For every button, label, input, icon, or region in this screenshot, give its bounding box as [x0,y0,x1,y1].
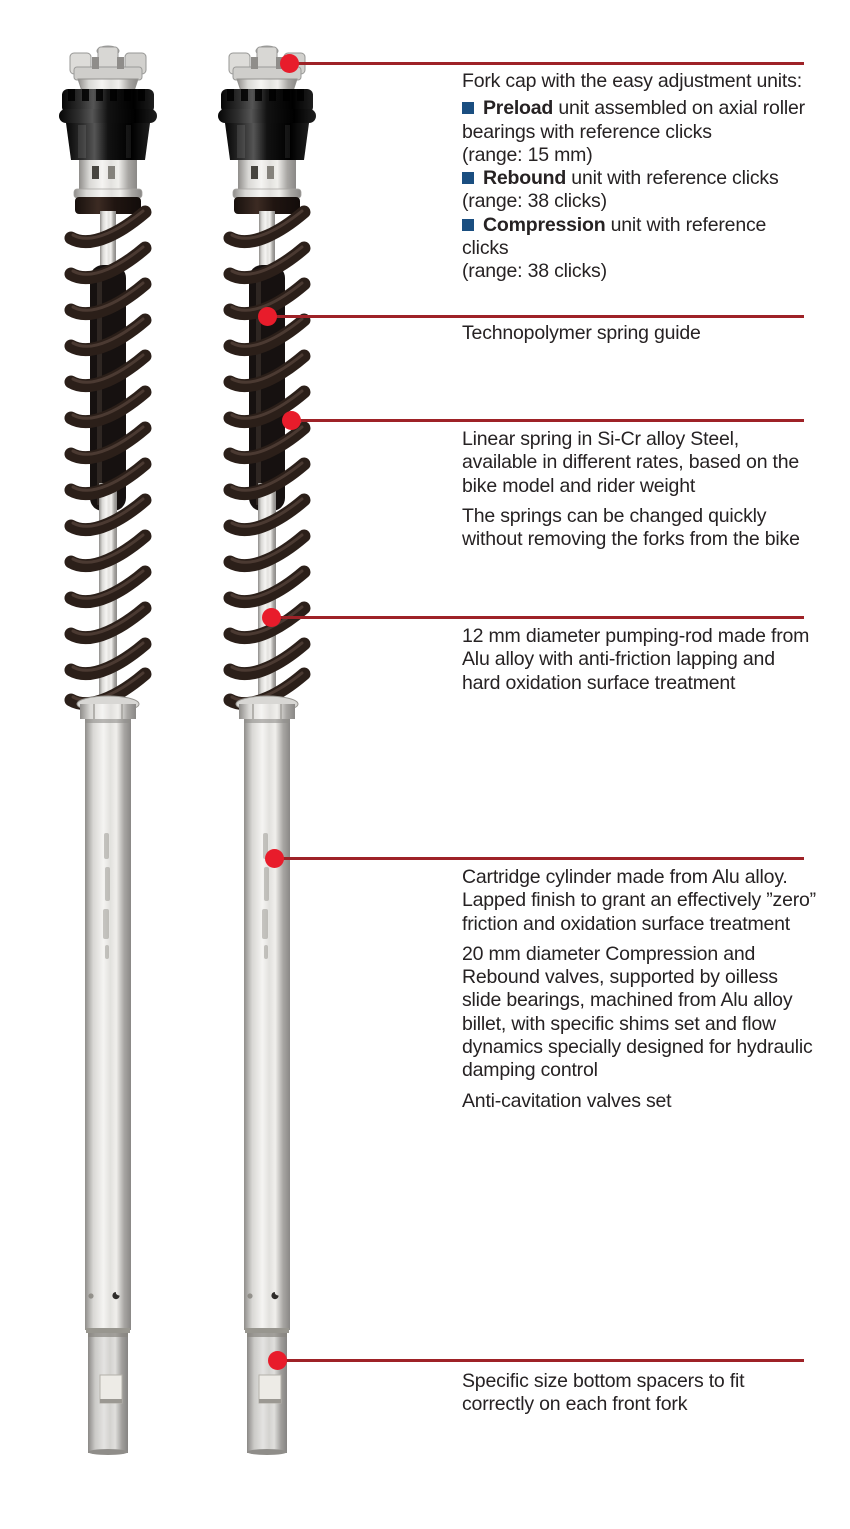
bullet-range: (range: 15 mm) [462,143,593,166]
bullet-desc: unit with reference clicks [462,213,767,260]
callout-paragraph: 12 mm diameter pumping-rod made from Alu alloy with anti-friction lapping and hard oxidation surface treatment [462,625,810,694]
leader-line-linear-spring [291,419,804,422]
callout-text-pumping-rod [462,625,816,695]
bullet-item-compression [462,214,816,284]
leader-line-fork-cap [289,62,804,65]
callout-paragraph: Technopolymer spring guide [462,322,701,344]
callout-paragraph: Cartridge cylinder made from Alu alloy. Lapped finish to grant an effectively ”zero” friction and oxidation surface treatment [462,866,816,935]
callout-dot-pumping-rod [262,608,281,627]
bullet-range: (range: 38 clicks) [462,260,607,283]
bullet-desc: unit with reference clicks [566,167,779,190]
bullet-term: Preload [483,97,554,120]
bullet-range: (range: 38 clicks) [462,190,607,213]
callout-paragraph: Linear spring in Si-Cr alloy Steel, available in different rates, based on the bike model and rider weight [462,428,800,497]
callout-paragraph: Anti-cavitation valves set [462,1089,672,1112]
fork-cap-intro: Fork cap with the easy adjustment units: [462,70,802,92]
bullet-term: Compression [483,213,606,236]
callout-text-fork-cap [462,70,816,284]
callout-text-bottom-spacers [462,1370,816,1417]
fork-cartridge-left [48,43,168,1455]
callout-text-spring-guide [462,322,816,345]
leader-line-bottom-spacers [277,1359,804,1362]
callout-dot-bottom-spacers [268,1351,287,1370]
fork-cartridge-right [207,43,327,1455]
bullet-square-icon [462,172,474,184]
bullet-square-icon [462,219,474,231]
bullet-term: Rebound [483,167,567,190]
leader-line-spring-guide [267,315,804,318]
bullet-square-icon [462,102,474,114]
callout-text-linear-spring [462,428,816,551]
leader-line-cartridge-cylinder [274,857,804,860]
bullet-item-rebound [462,167,816,214]
callout-dot-linear-spring [282,411,301,430]
callout-dot-fork-cap [280,54,299,73]
callout-text-cartridge-cylinder [462,866,816,1113]
leader-line-pumping-rod [271,616,804,619]
bullet-item-preload [462,97,816,167]
callout-paragraph: Specific size bottom spacers to fit correctly on each front fork [462,1370,745,1416]
callout-paragraph: The springs can be changed quickly without removing the forks from the bike [462,504,800,551]
callout-dot-spring-guide [258,307,277,326]
callout-paragraph: 20 mm diameter Compression and Rebound valves, supported by oilless slide bearings, machined from Alu alloy billet, with specific shims set and flow dynamics specially designed for hydraulic damping control [462,942,813,1082]
callout-dot-cartridge-cylinder [265,849,284,868]
bullet-desc: unit assembled on axial roller bearings with reference clicks [462,97,805,143]
